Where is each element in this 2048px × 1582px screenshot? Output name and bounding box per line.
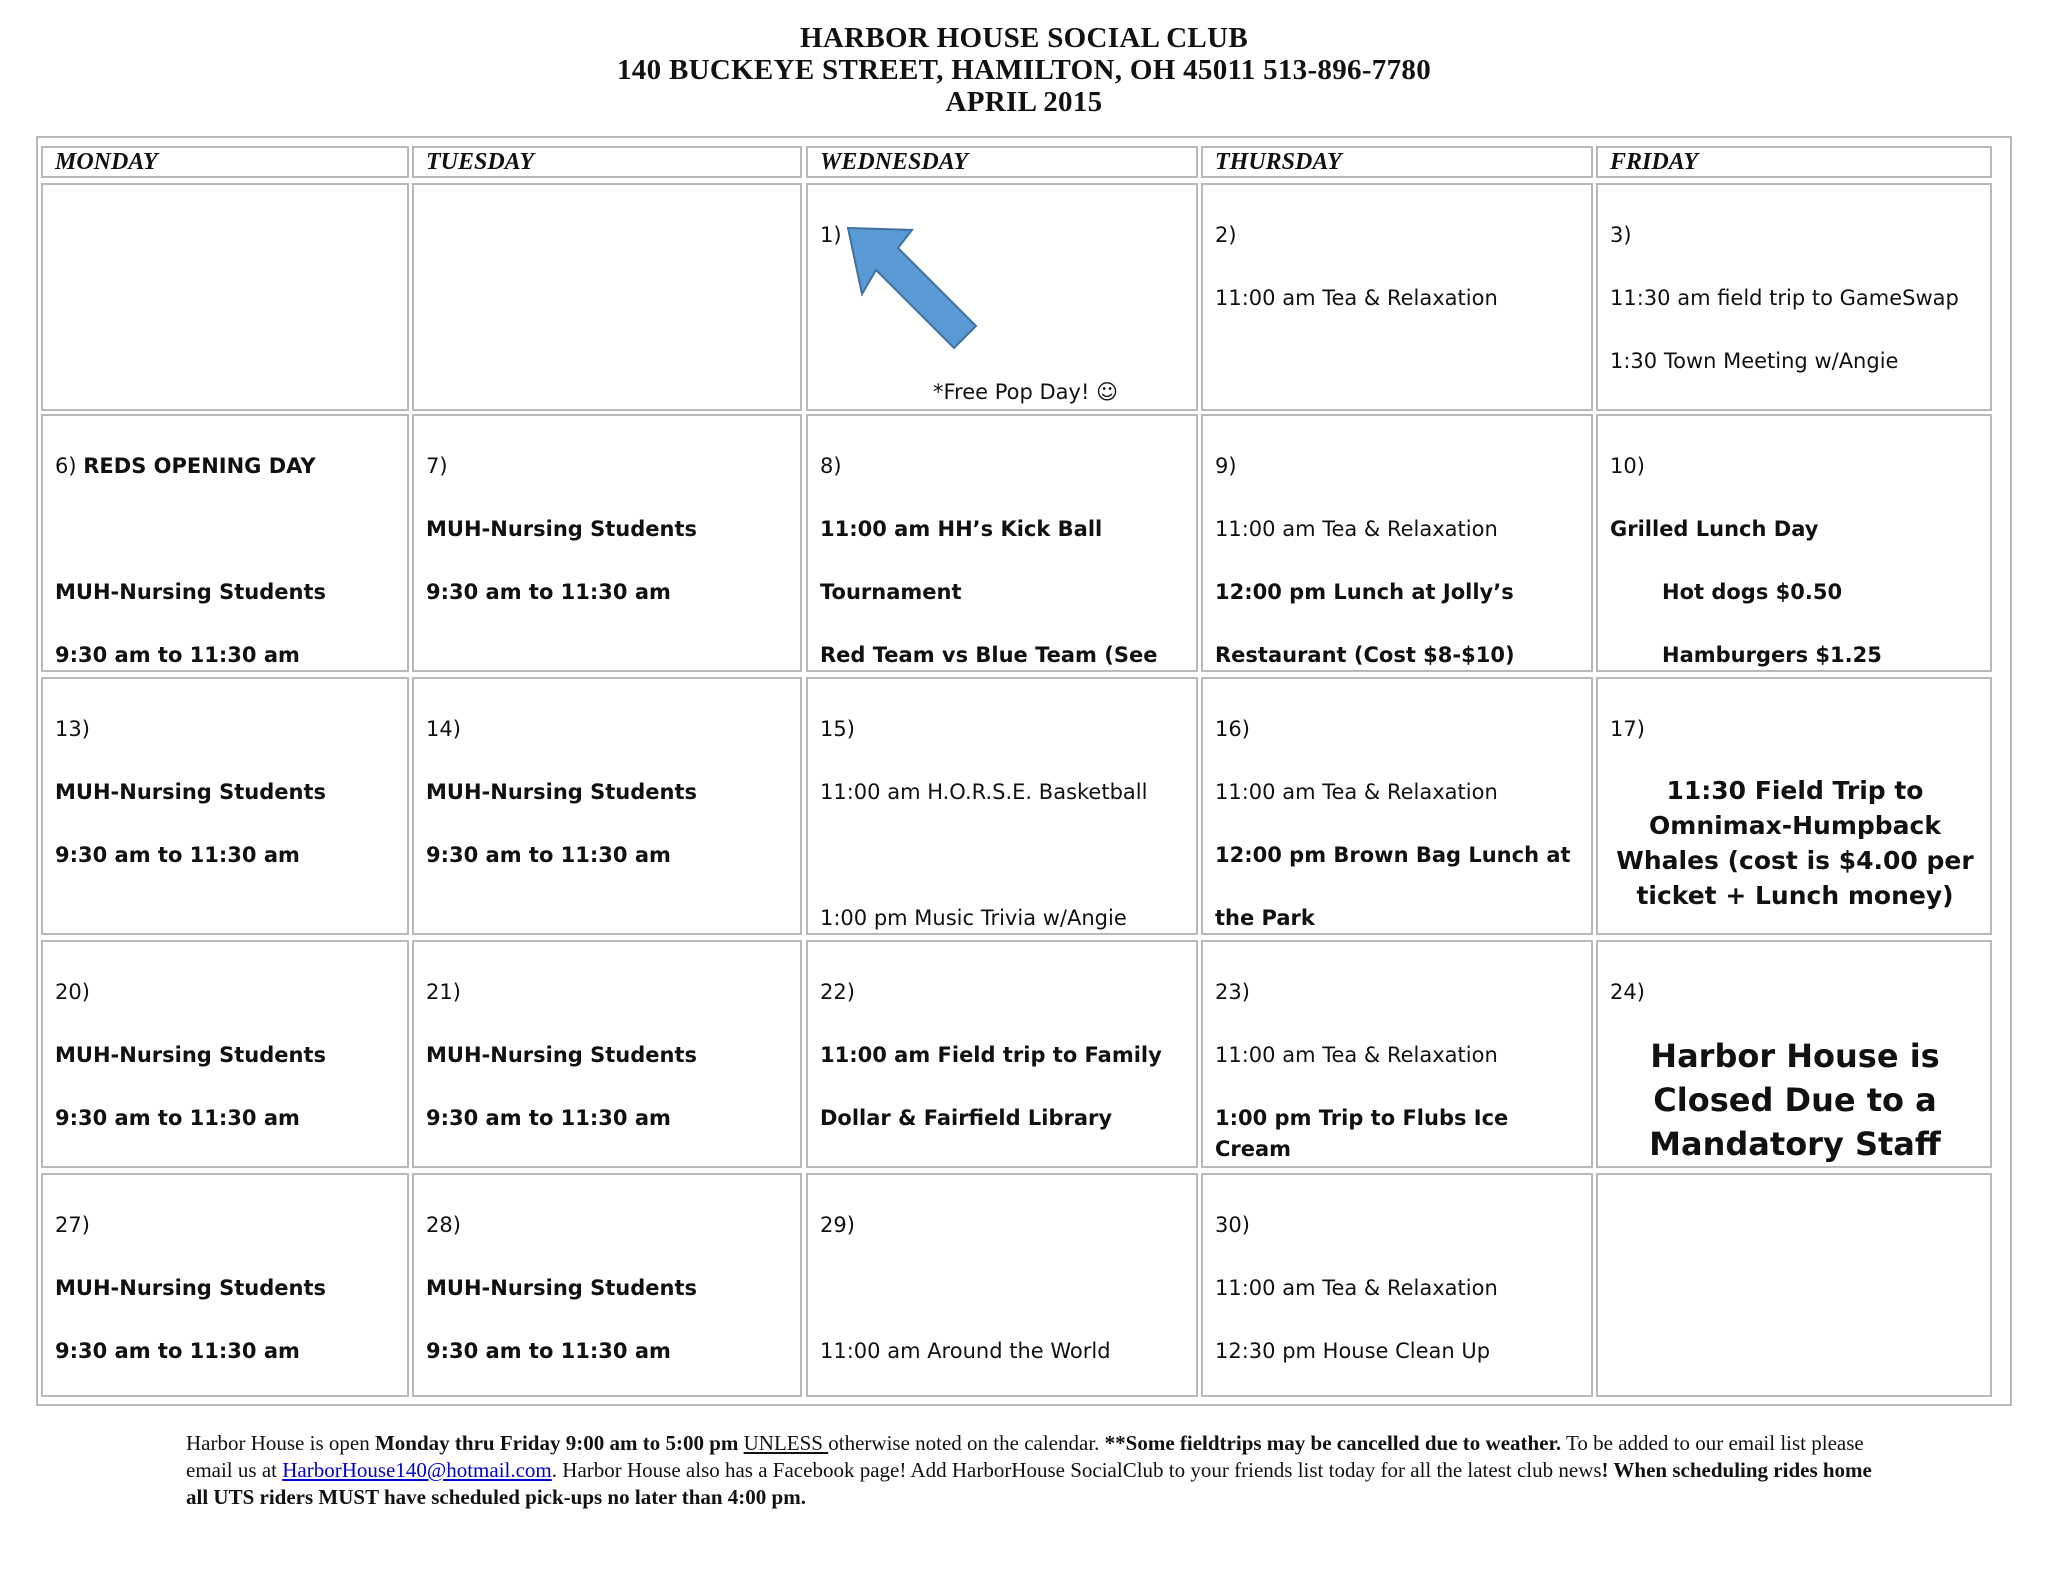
day-number: 23) [1215, 979, 1250, 1004]
calendar-month: APRIL 2015 [945, 86, 1103, 118]
day-cell-13 [41, 677, 409, 935]
day-number: 6) [55, 453, 77, 478]
event-line: 11:00 am H.O.R.S.E. Basketball [820, 779, 1148, 804]
event-line: MUH-Nursing Students [55, 1042, 326, 1067]
day-header-wednesday: WEDNESDAY [806, 146, 1198, 178]
day-cell-9 [1201, 414, 1593, 672]
day-cell-14 [412, 677, 802, 935]
footer-text: To be added to our email list please email us at [186, 1431, 1864, 1482]
event-line: 9:30 am to 11:30 am [426, 842, 671, 867]
day-header-thursday: THURSDAY [1201, 146, 1593, 178]
day-cell-24 [1596, 940, 1992, 1168]
day-number: 8) [820, 453, 842, 478]
event-line: Hot dogs $0.50 [1662, 579, 1843, 604]
closed-notice: Harbor House is Closed Due to a Mandatory Staff [1649, 1036, 1941, 1163]
event-line: 11:00 am Tea & Relaxation [1215, 1275, 1498, 1300]
event-line: Hamburgers $1.25 [1662, 642, 1882, 667]
footer-rides-note: ! When scheduling rides home all UTS riders MUST have scheduled pick-ups no later than 4:00 pm. [186, 1458, 1872, 1509]
event-highlight: 11:30 Field Trip to Omnimax-Humpback Whales (cost is $4.00 per ticket + Lunch money) [1616, 775, 1974, 910]
day-cell-10 [1596, 414, 1992, 672]
event-line: MUH-Nursing Students [55, 579, 326, 604]
event-line: 9:30 am to 11:30 am [55, 642, 300, 667]
event-line: 9:30 am to 11:30 am [55, 842, 300, 867]
event-line: MUH-Nursing Students [426, 1042, 697, 1067]
day-cell-20 [41, 940, 409, 1168]
event-line: Tournament [820, 579, 962, 604]
day-cell-29 [806, 1173, 1198, 1397]
footer-text: Harbor House is open [186, 1431, 375, 1455]
event-title: REDS OPENING DAY [83, 453, 316, 478]
org-address: 140 BUCKEYE STREET, HAMILTON, OH 45011 513-896-7780 [617, 54, 1431, 86]
event-line: 11:00 am Field trip to Family [820, 1042, 1162, 1067]
day-cell-22 [806, 940, 1198, 1168]
footer-text: otherwise noted on the calendar. [828, 1431, 1105, 1455]
day-number: 1) [820, 222, 842, 247]
event-line: MUH-Nursing Students [426, 779, 697, 804]
day-cell-2 [1201, 183, 1593, 411]
day-cell-7 [412, 414, 802, 672]
day-number: 13) [55, 716, 90, 741]
event-line [1215, 409, 1581, 412]
event-line: 9:30 am to 11:30 am [426, 1105, 671, 1130]
event-line: 9:30 am to 11:30 am [426, 1338, 671, 1363]
event-line: 1:00 pm Music Trivia w/Angie [820, 905, 1127, 930]
event-line [1610, 409, 1980, 412]
day-cell-17 [1596, 677, 1992, 935]
day-header-friday: FRIDAY [1596, 146, 1992, 178]
event-line: 11:00 am Tea & Relaxation [1215, 285, 1498, 310]
day-cell-empty [412, 183, 802, 411]
day-number: 27) [55, 1212, 90, 1237]
day-number: 21) [426, 979, 461, 1004]
day-number: 24) [1610, 979, 1645, 1004]
event-line: Dollar & Fairfield Library [820, 1105, 1113, 1130]
day-cell-empty [1596, 1173, 1992, 1397]
event-line: 11:00 am Around the World [820, 1338, 1111, 1363]
footer-hours: Monday thru Friday 9:00 am to 5:00 pm [374, 1431, 739, 1455]
free-pop-note: *Free Pop Day! ☺ [933, 380, 1118, 404]
footer-text: . Harbor House also has a Facebook page! Add HarborHouse SocialClub to your friends list today for all the latest club news [551, 1458, 1602, 1482]
event-line: 1:00 pm Trip to Flubs Ice Cream [1215, 1105, 1509, 1161]
event-line: Restaurant (Cost $8-$10) [1215, 642, 1515, 667]
footer-weather-note: **Some fieldtrips may be cancelled due to weather. [1104, 1431, 1562, 1455]
day-cell-28 [412, 1173, 802, 1397]
org-name: HARBOR HOUSE SOCIAL CLUB [800, 22, 1248, 54]
event-line: 9:30 am to 11:30 am [426, 579, 671, 604]
day-cell-30 [1201, 1173, 1593, 1397]
day-cell-21 [412, 940, 802, 1168]
day-cell-8 [806, 414, 1198, 672]
day-cell-27 [41, 1173, 409, 1397]
event-line: 11:00 am Tea & Relaxation [1215, 779, 1498, 804]
day-cell-empty [41, 183, 409, 411]
day-number: 28) [426, 1212, 461, 1237]
event-line: 12:00 pm Brown Bag Lunch at [1215, 842, 1571, 867]
event-line: MUH-Nursing Students [55, 779, 326, 804]
event-line: 11:30 am field trip to GameSwap [1610, 285, 1959, 310]
day-cell-6 [41, 414, 409, 672]
day-number: 29) [820, 1212, 855, 1237]
event-line: 12:30 pm House Clean Up [1215, 1338, 1491, 1363]
footer-note [186, 1430, 1886, 1511]
event-line: the Park [1215, 905, 1315, 930]
day-number: 15) [820, 716, 855, 741]
blue-arrow-icon [840, 220, 980, 360]
event-line: 9:30 am to 11:30 am [55, 1338, 300, 1363]
day-number: 20) [55, 979, 90, 1004]
event-line: MUH-Nursing Students [426, 516, 697, 541]
event-line: MUH-Nursing Students [55, 1275, 326, 1300]
event-line: 11:00 am Tea & Relaxation [1215, 1042, 1498, 1067]
day-number: 14) [426, 716, 461, 741]
event-line: 11:00 am Tea & Relaxation [1215, 516, 1498, 541]
email-link[interactable]: HarborHouse140@hotmail.com [282, 1458, 552, 1482]
day-number: 9) [1215, 453, 1237, 478]
day-number: 30) [1215, 1212, 1250, 1237]
day-number: 22) [820, 979, 855, 1004]
event-line: 12:00 pm Lunch at Jolly’s [1215, 579, 1514, 604]
event-line: 9:30 am to 11:30 am [55, 1105, 300, 1130]
day-number: 10) [1610, 453, 1645, 478]
day-number: 3) [1610, 222, 1632, 247]
footer-unless: UNLESS [743, 1431, 829, 1455]
day-cell-15 [806, 677, 1198, 935]
event-line: 1:30 Town Meeting w/Angie [1610, 348, 1899, 373]
day-number: 16) [1215, 716, 1250, 741]
event-line: Red Team vs Blue Team (See [820, 642, 1158, 667]
day-cell-16 [1201, 677, 1593, 935]
calendar-header [0, 22, 2048, 118]
day-cell-3 [1596, 183, 1992, 411]
day-header-monday: MONDAY [41, 146, 409, 178]
event-line: Grilled Lunch Day [1610, 516, 1819, 541]
day-number: 2) [1215, 222, 1237, 247]
event-line: MUH-Nursing Students [426, 1275, 697, 1300]
day-cell-23 [1201, 940, 1593, 1168]
event-line: 11:00 am HH’s Kick Ball [820, 516, 1103, 541]
day-header-tuesday: TUESDAY [412, 146, 802, 178]
day-number: 17) [1610, 716, 1645, 741]
day-number: 7) [426, 453, 448, 478]
